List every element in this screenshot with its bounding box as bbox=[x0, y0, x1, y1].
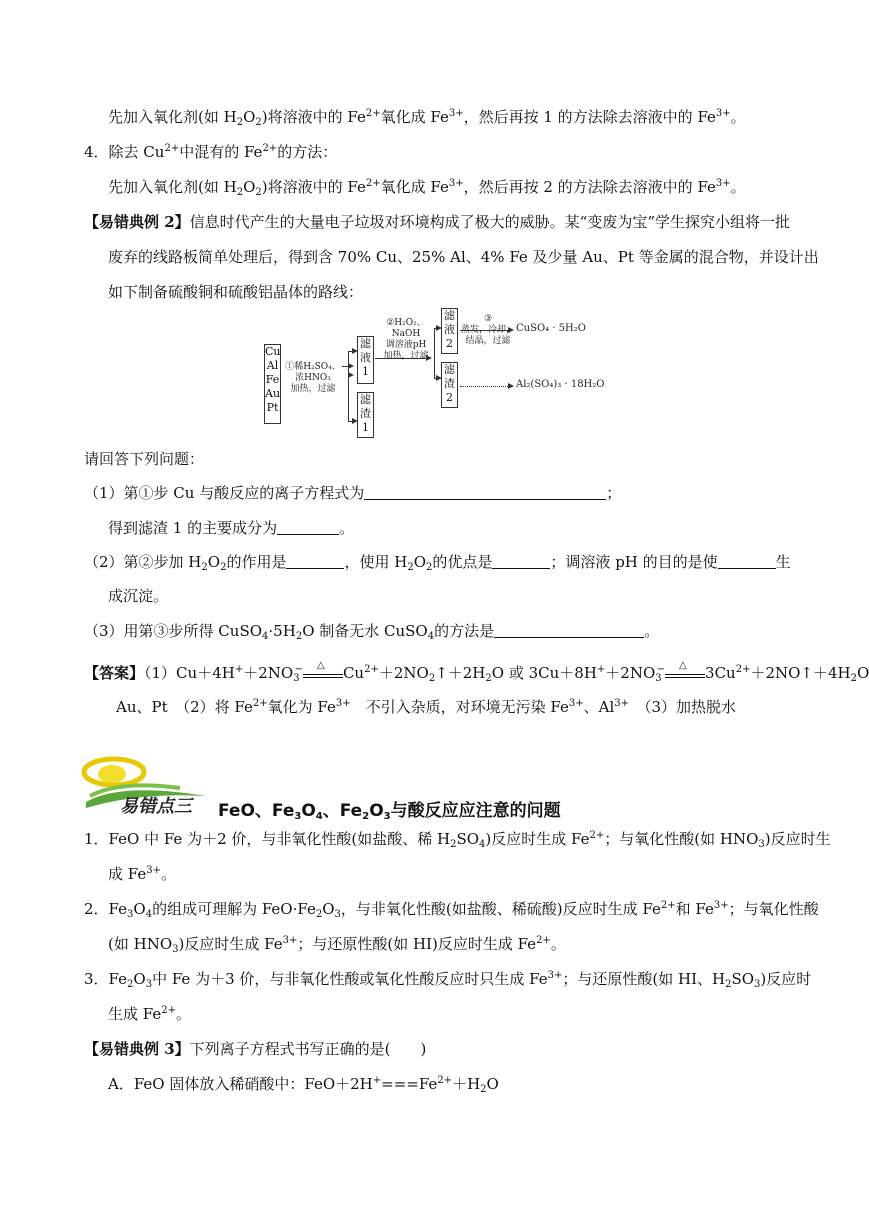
question-2-line-2: 成沉淀。 bbox=[108, 587, 169, 605]
flow-diagram bbox=[262, 306, 607, 438]
question-1b: 得到滤渣 1 的主要成分为 。 bbox=[108, 519, 355, 537]
point-1-line-2: 成 $Fe^{3+}$。 bbox=[108, 865, 176, 883]
point-1: 1．FeO 中 Fe 为＋2 价，与非氧化性酸(如盐酸、稀 $H_2SO_4$)反应时生成 $Fe^{2+}$；与氧化性酸(如 $HNO_3$)反应时生 bbox=[84, 830, 831, 850]
answer-line-2: Au、Pt （2）将 $Fe^{2+}$氧化为 $Fe^{3+}$ 不引入杂质，对环境无污染 $Fe^{3+}$、$Al^{3+}$ （3）加热脱水 bbox=[116, 698, 737, 716]
answer-blank[interactable] bbox=[286, 552, 344, 569]
point-2-line-2: (如 $HNO_3$)反应时生成 $Fe^{3+}$；与还原性酸(如 HI)反应时生成 $Fe^{2+}$。 bbox=[108, 935, 566, 955]
option-a[interactable]: A．FeO 固体放入稀硝酸中：$FeO+2H^+===Fe^{2+}+H_2O$ bbox=[108, 1075, 499, 1095]
answer-blank[interactable] bbox=[494, 621, 644, 638]
section-label: 易错点三 bbox=[120, 796, 192, 817]
answer-blank[interactable] bbox=[492, 552, 550, 569]
answer-line-1: 【答案】$(1)Cu+4H^++2NO_3^-$ △ $Cu^{2+}+2NO_2↑+2H_2O$ 或 $3Cu+8H^++2NO_3^-$ △ $3Cu^{2+}+2NO↑+4H_2O$ bbox=[84, 660, 869, 684]
example-3: 【易错典例 3】下列离子方程式书写正确的是( ) bbox=[84, 1040, 427, 1058]
example-3-tag: 【易错典例 3】 bbox=[84, 1040, 190, 1058]
point-3: 3．$Fe_2O_3$中 Fe 为＋3 价，与非氧化性酸或氧化性酸反应时只生成 $Fe^{3+}$；与还原性酸(如 HI、$H_2SO_3$)反应时 bbox=[84, 970, 812, 990]
questions-intro: 请回答下列问题： bbox=[84, 450, 205, 468]
example-2-line-1: 【易错典例 2】信息时代产生的大量电子垃圾对环境构成了极大的威胁。某“变废为宝”学生探究小组将一批 bbox=[84, 213, 791, 231]
residue-2-box: 滤 渣 2 bbox=[441, 362, 458, 408]
example-2-line-3: 如下制备硫酸铜和硫酸铝晶体的路线： bbox=[108, 283, 364, 301]
paragraph-method-3: 先加入氧化剂(如 $H_2O_2$)将溶液中的 $Fe^{2+}$氧化成 $Fe^{3+}$，然后再按 1 的方法除去溶液中的 $Fe^{3+}$。 bbox=[108, 108, 746, 128]
section-title: FeO、$Fe_3O_4$、$Fe_2O_3$与酸反应应注意的问题 bbox=[218, 801, 561, 822]
product-aluminium-sulfate: Al₂(SO₄)₃ · 18H₂O bbox=[516, 379, 605, 390]
answer-tag: 【答案】 bbox=[84, 664, 145, 682]
question-3: （3）用第③步所得 $CuSO_4\cdot 5H_2O$ 制备无水 CuSO$_4$的方法是 。 bbox=[84, 622, 660, 642]
heat-reaction-sign: △ bbox=[665, 665, 705, 678]
product-copper-sulfate: CuSO₄ · 5H₂O bbox=[516, 323, 586, 334]
metal-mixture-box: Cu Al Fe Au Pt bbox=[264, 344, 281, 424]
example-2-line-2: 废弃的线路板简单处理后，得到含 70% Cu、25% Al、4% Fe 及少量 Au、Pt 等金属的混合物，并设计出 bbox=[108, 248, 819, 266]
section-banner bbox=[80, 752, 640, 822]
answer-blank[interactable] bbox=[277, 518, 339, 535]
point-3-line-2: 生成 $Fe^{2+}$。 bbox=[108, 1005, 191, 1023]
filtrate-1-box: 滤 液 1 bbox=[357, 336, 374, 384]
step-1-conditions: ①稀H₂SO₄、 浓HNO₃ 加热，过滤 bbox=[285, 362, 341, 394]
step-3-conditions: ③ 蒸发，冷却， 结晶，过滤 bbox=[460, 314, 515, 346]
answer-blank[interactable] bbox=[364, 483, 606, 500]
paragraph-method-4: 先加入氧化剂(如 $H_2O_2$)将溶液中的 $Fe^{2+}$氧化成 $Fe^{3+}$，然后再按 2 的方法除去溶液中的 $Fe^{3+}$。 bbox=[108, 178, 746, 198]
example-2-tag: 【易错典例 2】 bbox=[84, 213, 190, 231]
step-2-conditions: ②H₂O₂、 NaOH 调溶液pH 加热，过滤 bbox=[383, 318, 429, 361]
filtrate-2-box: 滤 液 2 bbox=[441, 308, 458, 354]
point-2: 2．$Fe_3O_4$的组成可理解为 $FeO\cdot Fe_2O_3$，与非氧化性酸(如盐酸、稀硫酸)反应时生成 $Fe^{2+}$和 $Fe^{3+}$；与氧化性酸 bbox=[84, 900, 819, 920]
heat-reaction-sign: △ bbox=[303, 665, 343, 678]
residue-1-box: 滤 渣 1 bbox=[357, 392, 374, 438]
question-2: （2）第②步加 $H_2O_2$的作用是 ，使用 $H_2O_2$的优点是 ；调溶液 pH 的目的是使 生 bbox=[84, 553, 791, 573]
question-1a: （1）第①步 Cu 与酸反应的离子方程式为 ； bbox=[84, 484, 622, 502]
item-4-heading: 4．除去 $Cu^{2+}$中混有的 $Fe^{2+}$的方法： bbox=[84, 143, 338, 161]
answer-blank[interactable] bbox=[718, 552, 776, 569]
